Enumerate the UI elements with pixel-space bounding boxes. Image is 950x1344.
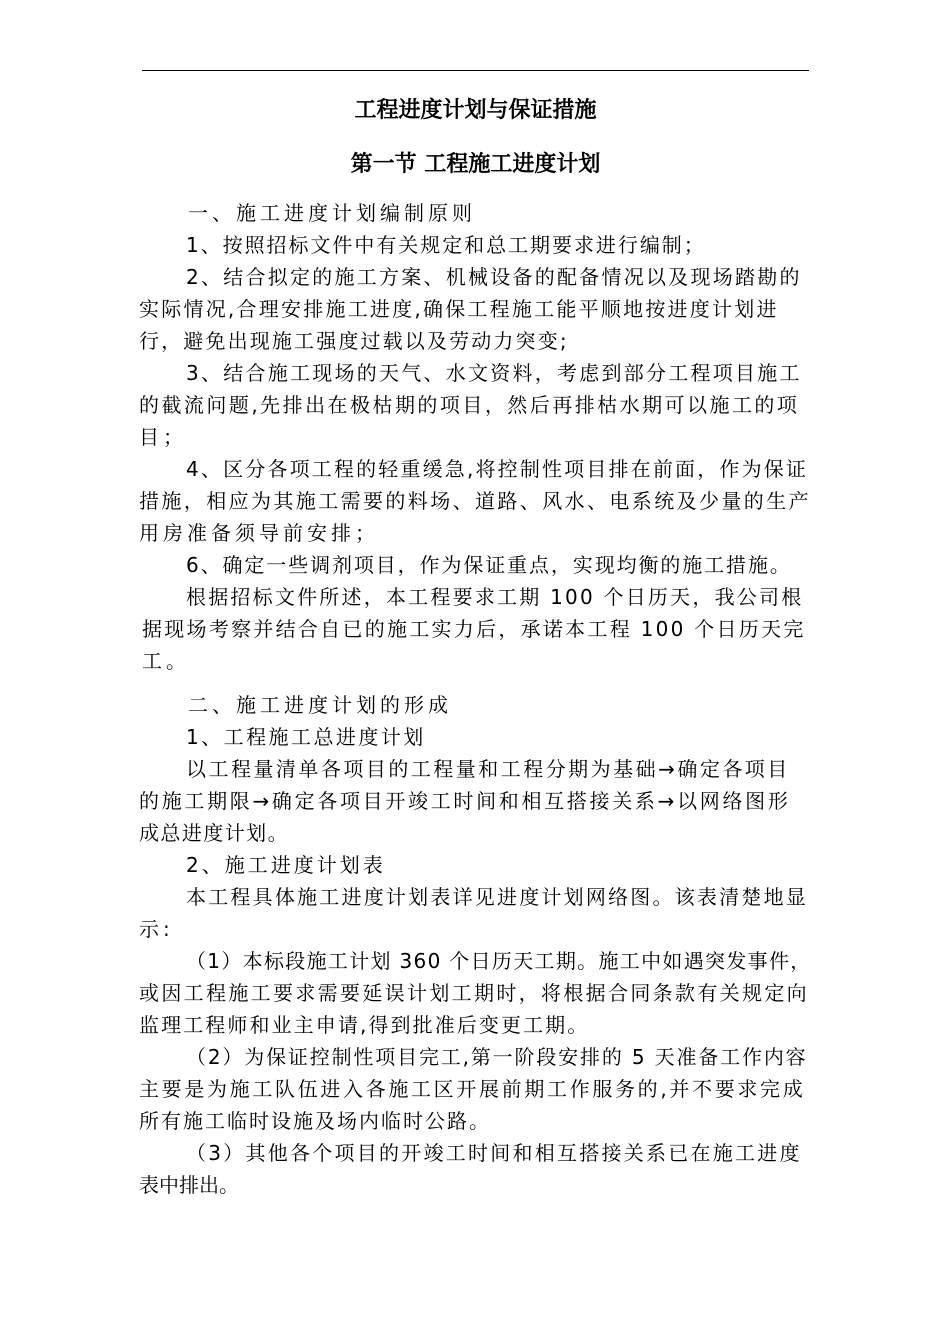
paragraph-line: （1）本标段施工计划 360 个日历天工期。施工中如遇突发事件， [186,949,812,973]
paragraph-line: 所有施工临时设施及场内临时公路。 [139,1109,491,1133]
paragraph-line: 或因工程施工要求需要延误计划工期时，将根据合同条款有关规定向 [139,981,809,1005]
header-rule [142,70,809,71]
paragraph-line: 工。 [142,649,190,673]
section-title: 第一节 工程施工进度计划 [350,152,601,177]
paragraph-line: 目； [139,425,187,449]
subheading-line: 2、施工进度计划表 [186,853,386,877]
paragraph-line: 据现场考察并结合自已的施工实力后，承诺本工程 100 个日历天完 [142,617,806,641]
paragraph-line: 的施工期限→确定各项目开竣工时间和相互搭接关系→以网络图形 [139,789,791,813]
paragraph-line: 以工程量清单各项目的工程量和工程分期为基础→确定各项目 [186,757,790,781]
paragraph-line: 的截流问题,先排出在极枯期的项目，然后再排枯水期可以施工的项 [139,393,800,417]
paragraph-line: 实际情况,合理安排施工进度,确保工程施工能平顺地按进度计划进 [139,297,779,321]
paragraph-line: 行，避免出现施工强度过载以及劳动力突变; [139,329,569,353]
subheading-line: 1、工程施工总进度计划 [186,725,426,749]
paragraph-line: 成总进度计划。 [139,821,289,845]
paragraph-line: 本工程具体施工进度计划表详见进度计划网络图。该表清楚地显 [186,885,808,909]
paragraph-line: 4、区分各项工程的轻重缓急,将控制性项目排在前面，作为保证 [186,457,809,481]
paragraph-line: 表中排出。 [139,1173,239,1197]
paragraph-line: （3）其他各个项目的开竣工时间和相互搭接关系已在施工进度 [186,1141,802,1165]
paragraph-line: （2）为保证控制性项目完工,第一阶段安排的 5 天准备工作内容 [186,1045,808,1069]
paragraph-line: 监理工程师和业主申请,得到批准后变更工期。 [139,1013,590,1037]
paragraph-line: 主要是为施工队伍进入各施工区开展前期工作服务的,并不要求完成 [139,1077,806,1101]
paragraph-line: 措施，相应为其施工需要的料场、道路、风水、电系统及少量的生产 [139,489,811,513]
heading-principles: 一、施工进度计划编制原则 [188,201,476,225]
paragraph-line: 根据招标文件所述，本工程要求工期 100 个日历天，我公司根 [186,585,804,609]
heading-formation: 二、施工进度计划的形成 [188,693,452,717]
paragraph-line: 1、按照招标文件中有关规定和总工期要求进行编制； [186,233,706,257]
document-title: 工程进度计划与保证措施 [354,98,597,123]
paragraph-line: 示: [139,917,174,941]
paragraph-line: 用房准备须导前安排； [139,521,379,545]
paragraph-line: 2、结合拟定的施工方案、机械设备的配备情况以及现场踏勘的 [186,265,802,289]
paragraph-line: 6、确定一些调剂项目，作为保证重点，实现均衡的施工措施。 [186,553,792,577]
paragraph-line: 3、结合施工现场的天气、水文资料，考虑到部分工程项目施工 [186,361,802,385]
